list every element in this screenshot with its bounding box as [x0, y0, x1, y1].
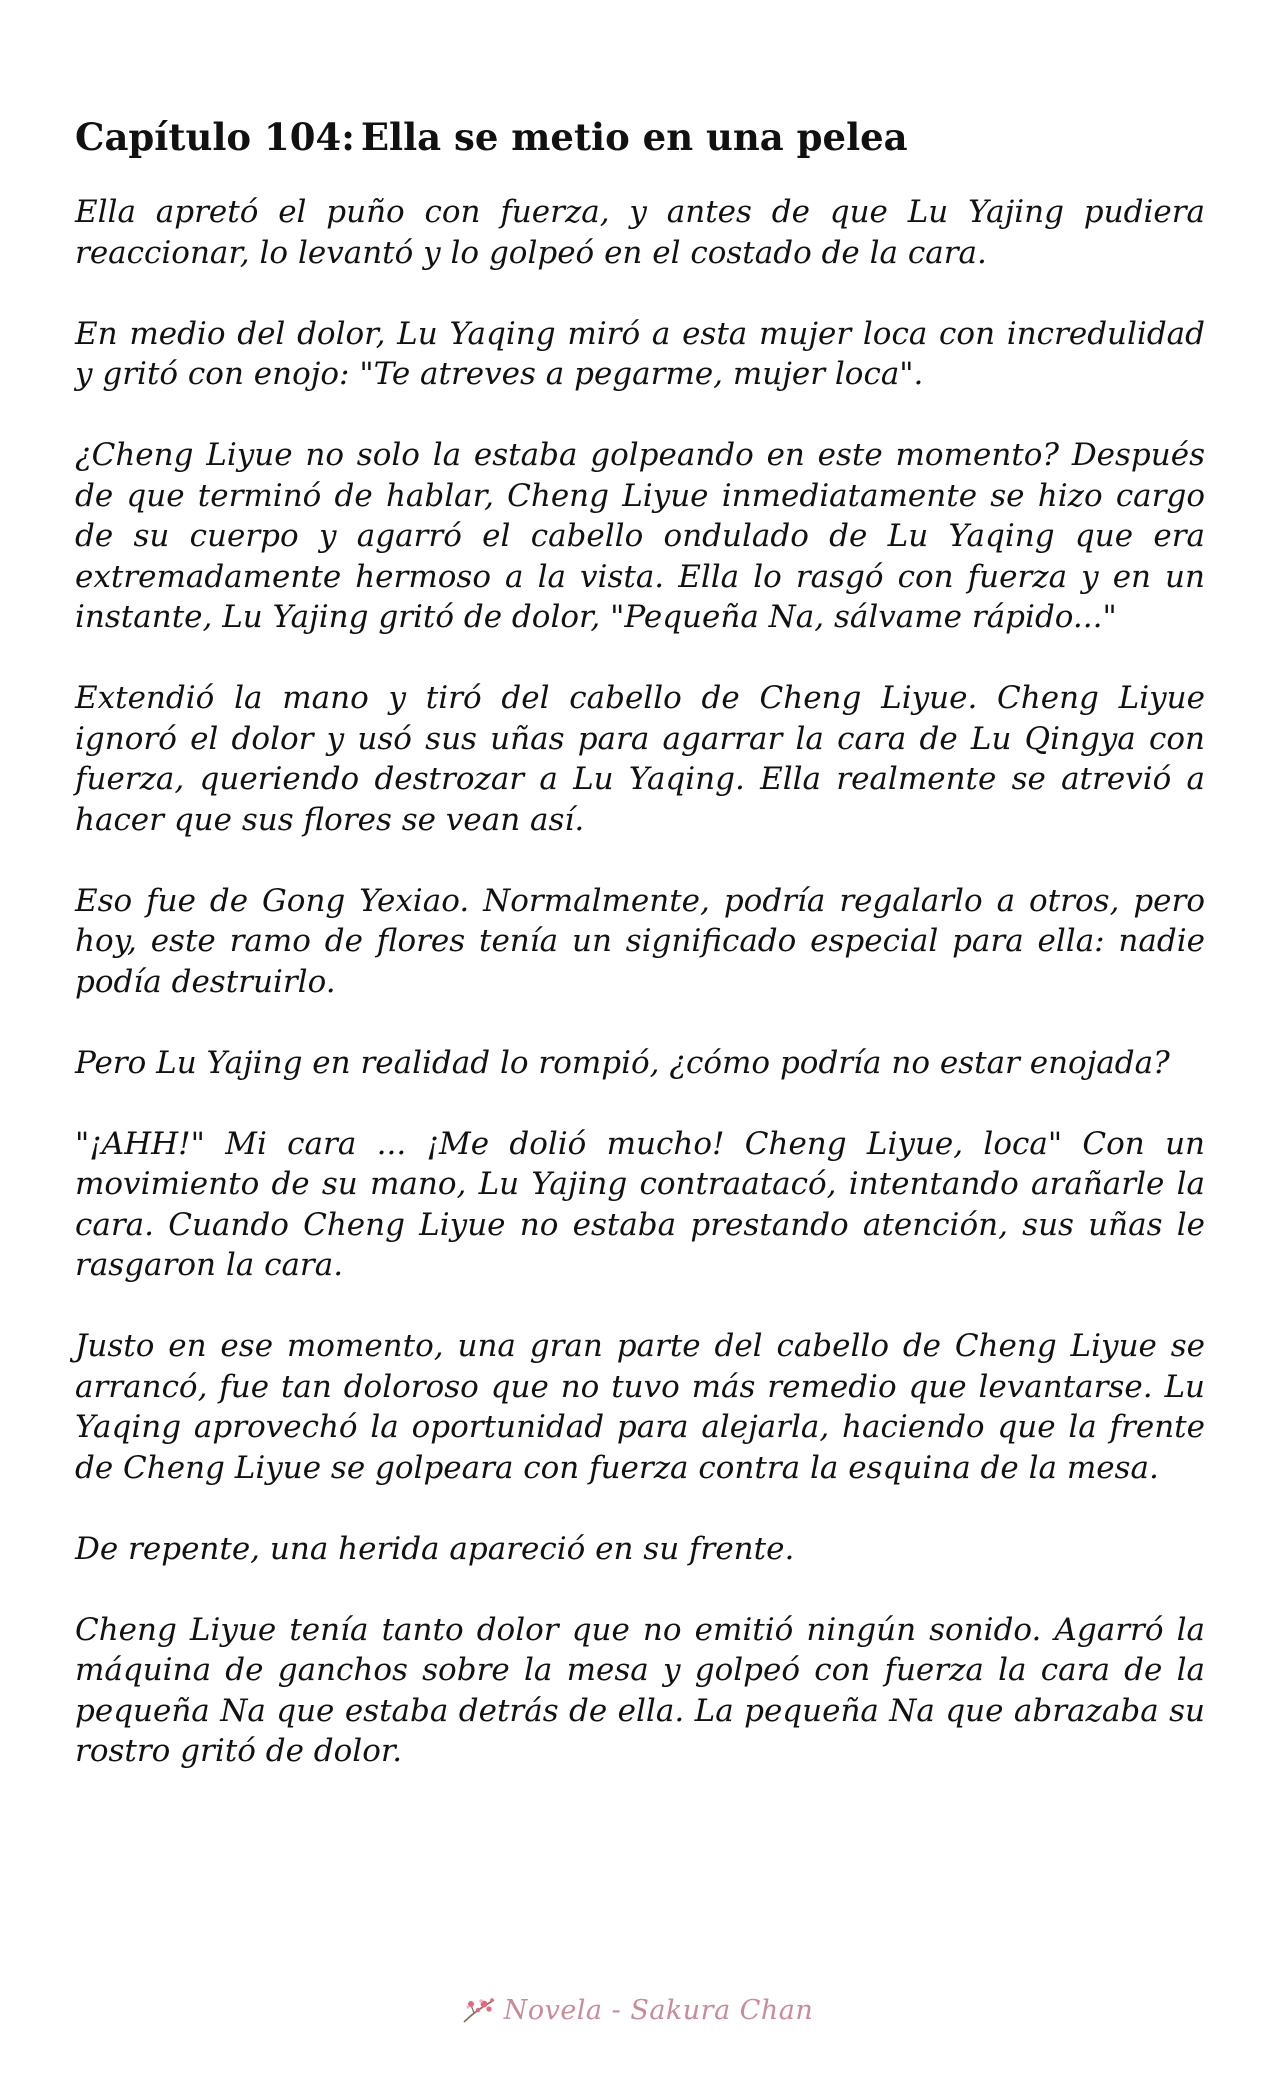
chapter-title — [75, 112, 1205, 162]
paragraph: Justo en ese momento, una gran parte del cabello de Cheng Liyue se arrancó, fue tan doloroso que no tuvo más remedio que levantarse. Lu Yaqing aprovechó la oportunidad para alejarla, haciendo que la frente de Cheng Liyue se golpeara con fuerza contra la esquina de la mesa. — [75, 1328, 1205, 1486]
footer-text: Novela - Sakura Chan — [503, 1995, 814, 2026]
paragraph: Cheng Liyue tenía tanto dolor que no emitió ningún sonido. Agarró la máquina de ganchos sobre la mesa y golpeó con fuerza la cara de la pequeña Na que estaba detrás de ella. La pequeña Na que abrazaba su rostro gritó de dolor. — [75, 1611, 1205, 1769]
paragraph: "¡AHH!" Mi cara ... ¡Me dolió mucho! Cheng Liyue, loca" Con un movimiento de su mano, Lu Yajing contraatacó, intentando arañarle la cara. Cuando Cheng Liyue no estaba prestando atención, sus uñas le rasgaron la cara. — [75, 1125, 1205, 1283]
paragraph: Eso fue de Gong Yexiao. Normalmente, podría regalarlo a otros, pero hoy, este ramo de flores tenía un significado especial para ella: nadie podía destruirlo. — [75, 882, 1205, 1000]
paragraph: De repente, una herida apareció en su frente. — [75, 1530, 795, 1567]
paragraph: ¿Cheng Liyue no solo la estaba golpeando en este momento? Después de que terminó de hablar, Cheng Liyue inmediatamente se hizo cargo de su cuerpo y agarró el cabello ondulado de Lu Yaqing que era extremadamente hermoso a la vista. Ella lo rasgó con fuerza y en un instante, Lu Yajing gritó de dolor, "Pequeña Na, sálvame rápido..." — [75, 437, 1205, 635]
cherry-blossom-icon — [462, 1996, 496, 2026]
paragraph: Pero Lu Yajing en realidad lo rompió, ¿cómo podría no estar enojada? — [75, 1044, 1170, 1081]
footer-watermark — [0, 1995, 1275, 2031]
chapter-number: Capítulo 104: — [75, 115, 355, 159]
paragraph: En medio del dolor, Lu Yaqing miró a esta mujer loca con incredulidad y gritó con enojo: "Te atreves a pegarme, mujer loca". — [75, 315, 1205, 392]
chapter-name: Ella se metio en una pelea — [360, 115, 908, 159]
paragraph: Ella apretó el puño con fuerza, y antes de que Lu Yajing pudiera reaccionar, lo levantó y lo golpeó en el costado de la cara. — [75, 194, 1205, 271]
footer-brand — [462, 1995, 814, 2026]
chapter-page — [75, 112, 1205, 1812]
paragraph: Extendió la mano y tiró del cabello de Cheng Liyue. Cheng Liyue ignoró el dolor y usó sus uñas para agarrar la cara de Lu Qingya con fuerza, queriendo destrozar a Lu Yaqing. Ella realmente se atrevió a hacer que sus flores se vean así. — [75, 680, 1205, 838]
